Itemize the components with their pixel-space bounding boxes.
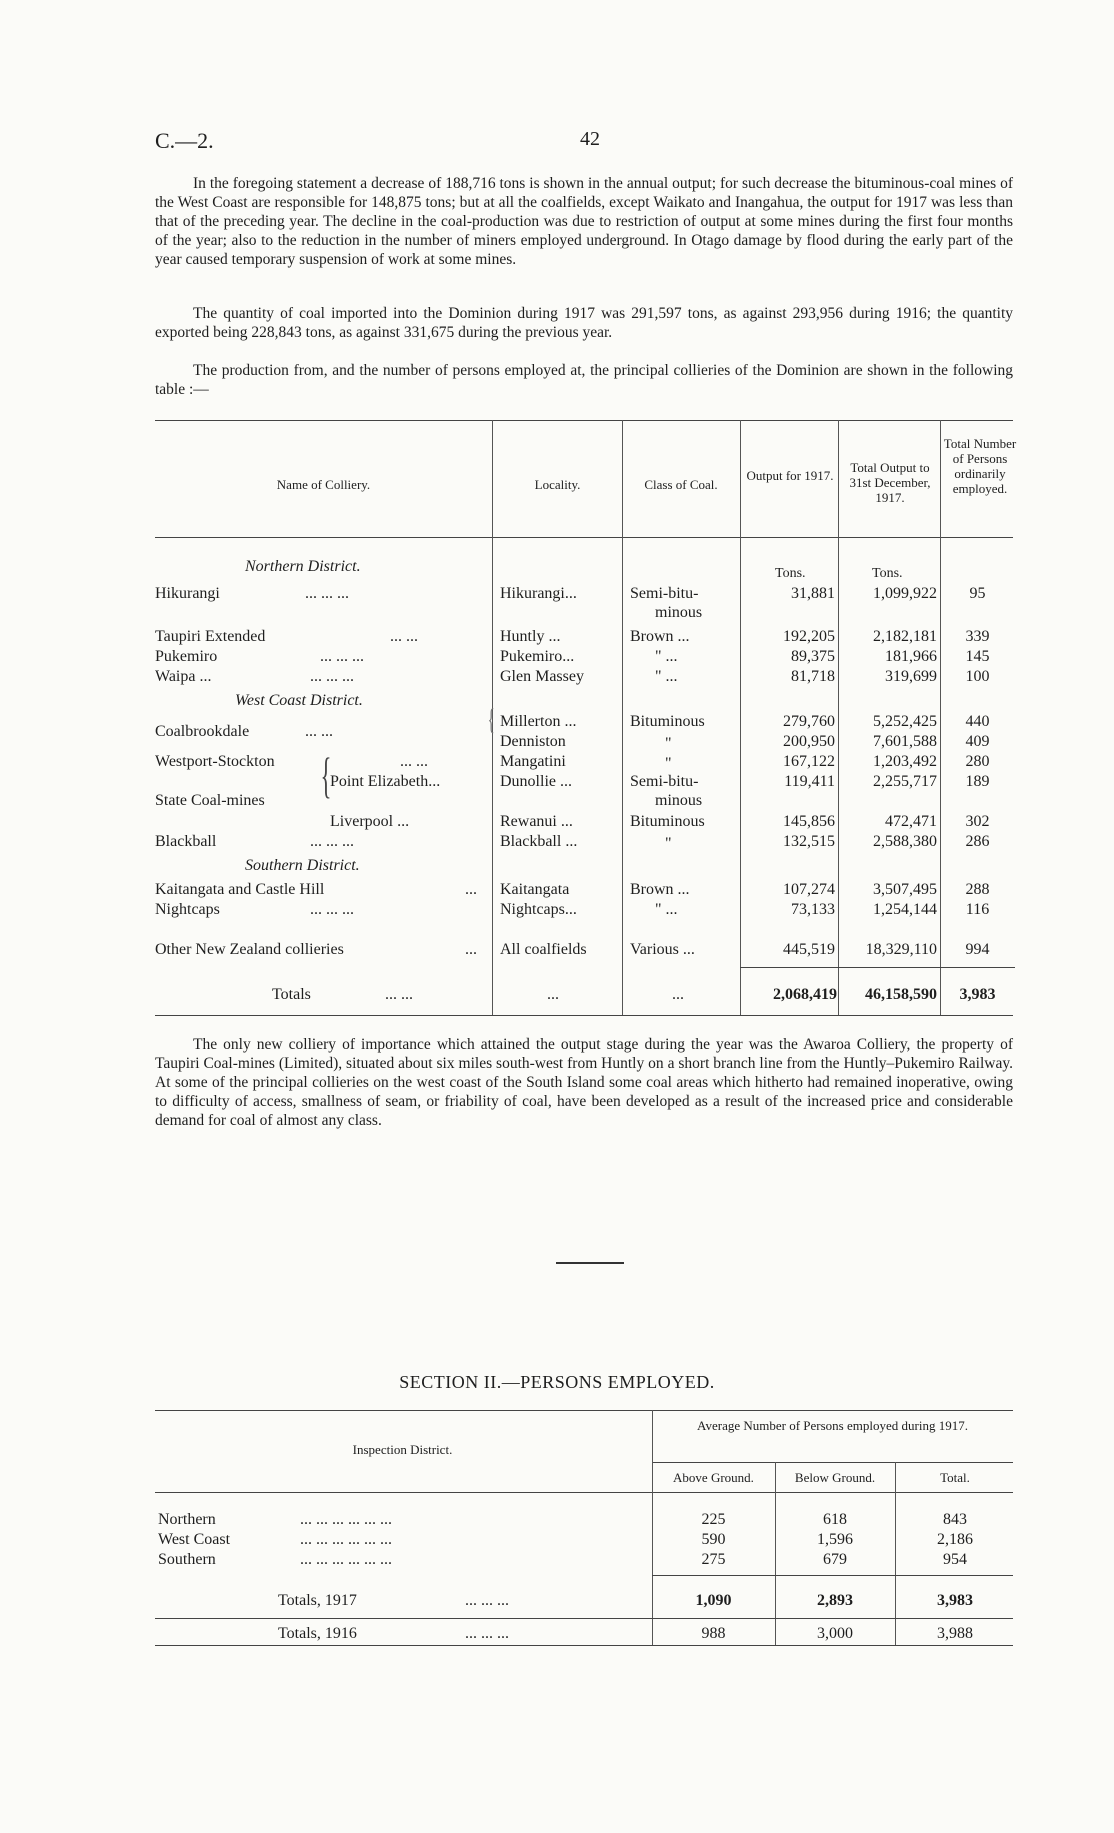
- total-output: 7,601,588: [873, 733, 937, 750]
- locality: Denniston: [500, 733, 566, 750]
- locality: All coalfields: [500, 941, 587, 958]
- totals-label: Totals: [272, 986, 311, 1003]
- total-output: 472,471: [885, 813, 937, 830]
- output-1917: 107,274: [783, 881, 835, 898]
- header-total-output: Total Output to 31st December, 1917.: [849, 460, 931, 505]
- total-output-1917: 2,068,419: [773, 986, 837, 1003]
- locality: Blackball ...: [500, 833, 578, 850]
- total-output: 319,699: [885, 668, 937, 685]
- header-name-of-colliery: Name of Colliery.: [276, 477, 371, 492]
- table-top-rule: [155, 420, 1013, 421]
- above-ground: 225: [701, 1511, 726, 1528]
- sub-colliery-name: Liverpool ...: [330, 813, 410, 830]
- colliery-name: Kaitangata and Castle Hill: [155, 881, 325, 898]
- total-output: 1,254,144: [873, 901, 937, 918]
- leader-dots: ... ...: [305, 723, 333, 740]
- paragraph-imports: The quantity of coal imported into the Dominion during 1917 was 291,597 tons, as against 293,956 during 1916; the quantity exported being 228,843 tons, as against 331,675 during the previous year.: [155, 305, 1013, 341]
- coal-class: Bituminous: [630, 713, 705, 730]
- table-bottom-rule: [155, 1015, 1013, 1016]
- coal-class: Various ...: [630, 941, 695, 958]
- colliery-name: Other New Zealand collieries: [155, 941, 344, 958]
- persons-employed: 440: [965, 713, 990, 730]
- locality: ...: [547, 986, 559, 1003]
- locality: Rewanui ...: [500, 813, 573, 830]
- paragraph-decrease: In the foregoing statement a decrease of 188,716 tons is shown in the annual output; for such decrease the bituminous-coal mines of the West Coast are responsible for 148,875 tons; but at all the coalfields, except Waikato and Inangahua, the output for 1917 was less than that of the preceding year. The decline in the coal-production was due to restriction of output at some mines during the first four months of the year; also to the reduction in the number of miners employed underground. In Otago damage by flood during the early part of the year caused temporary suspension of work at some mines.: [155, 175, 1013, 268]
- total: 954: [943, 1551, 967, 1568]
- total-persons-employed: 3,983: [959, 986, 996, 1003]
- header-output: Output for 1917.: [746, 468, 834, 483]
- totals-rule: [652, 1575, 1013, 1576]
- locality: Nightcaps...: [500, 901, 577, 918]
- total-output: 181,966: [885, 648, 937, 665]
- total-output: 2,182,181: [873, 628, 937, 645]
- coal-class: " ...: [655, 901, 678, 918]
- totals-label: Totals, 1917: [278, 1592, 357, 1609]
- locality: Hikurangi...: [500, 585, 577, 602]
- colliery-name: Taupiri Extended: [155, 628, 266, 645]
- paragraph-new-colliery: The only new colliery of importance which attained the output stage during the year was the Awaroa Colliery, the property of Taupiri Coal-mines (Limited), situated about six miles south-west from Huntly on a short branch line from the Huntly–Pukemiro Railway. At some of the principal collieries on the west coast of the South Island some coal areas which hitherto had remained inoperative, owing to difficulty of access, smallness of seam, or friability of coal, have been developed as a result of the increased price and considerable demand for coal of almost any class.: [155, 1036, 1013, 1129]
- locality: Millerton ...: [500, 713, 577, 730]
- unit-output: Tons.: [775, 566, 806, 581]
- output-1917: 167,122: [783, 753, 835, 770]
- leader-dots: ...: [465, 881, 477, 898]
- colliery-name: Blackball: [155, 833, 217, 850]
- coal-class: " ...: [655, 648, 678, 665]
- section-divider: [556, 1262, 624, 1264]
- leader-dots: ... ...: [390, 628, 418, 645]
- colliery-name: Coalbrookdale: [155, 723, 250, 740]
- coal-class: Bituminous: [630, 813, 705, 830]
- above-ground-total: 1,090: [695, 1592, 732, 1609]
- locality: Mangatini: [500, 753, 566, 770]
- grand-total: 3,983: [937, 1592, 973, 1609]
- below-ground-total: 2,893: [817, 1592, 853, 1609]
- district-heading-southern: Southern District.: [245, 857, 360, 874]
- locality: Dunollie ...: [500, 773, 572, 790]
- below-ground-total: 3,000: [817, 1625, 853, 1642]
- header-above-ground: Above Ground.: [673, 1470, 754, 1485]
- header-total: Total.: [940, 1470, 970, 1485]
- below-ground: 618: [823, 1511, 847, 1528]
- unit-total: Tons.: [872, 566, 903, 581]
- coal-class: Semi-bitu-: [630, 585, 699, 602]
- header-below-ground: Below Ground.: [794, 1470, 876, 1485]
- leader-dots: ... ... ...: [465, 1592, 509, 1609]
- output-1917: 192,205: [783, 628, 835, 645]
- persons-employed: 189: [965, 773, 990, 790]
- below-ground: 679: [823, 1551, 847, 1568]
- table-header-rule: [155, 537, 1013, 538]
- header-class-of-coal: Class of Coal.: [644, 477, 718, 492]
- locality: Pukemiro...: [500, 648, 575, 665]
- above-ground-total: 988: [701, 1625, 726, 1642]
- output-1917: 132,515: [783, 833, 835, 850]
- totals-label: Totals, 1916: [278, 1625, 357, 1642]
- header-persons-employed: Total Number of Persons ordinarily employed.: [943, 436, 1017, 496]
- header-inspection-district: Inspection District.: [352, 1442, 453, 1457]
- output-1917: 200,950: [783, 733, 835, 750]
- total-output: 1,203,492: [873, 753, 937, 770]
- coal-class: Semi-bitu-: [630, 773, 699, 790]
- coal-class: minous: [655, 604, 703, 621]
- leader-dots: ... ...: [400, 753, 428, 770]
- grand-total: 3,988: [937, 1625, 973, 1642]
- total-output: 18,329,110: [865, 941, 937, 958]
- colliery-name: Nightcaps: [155, 901, 220, 918]
- persons-employed: 280: [965, 753, 990, 770]
- brace: {: [487, 703, 495, 736]
- totals-separator: [155, 1618, 1013, 1619]
- locality: Glen Massey: [500, 668, 584, 685]
- colliery-name: Westport-Stockton: [155, 753, 275, 770]
- section-title: SECTION II.—PERSONS EMPLOYED.: [399, 1372, 715, 1392]
- persons-employed: 302: [965, 813, 990, 830]
- document-reference: C.—2.: [155, 128, 214, 153]
- output-1917: 73,133: [791, 901, 835, 918]
- coal-class: ": [665, 735, 672, 752]
- below-ground: 1,596: [817, 1531, 853, 1548]
- output-1917: 31,881: [791, 585, 835, 602]
- total-output: 2,255,717: [873, 773, 937, 790]
- coal-class: ": [665, 835, 672, 852]
- colliery-name: Waipa ...: [155, 668, 212, 685]
- coal-class: minous: [655, 792, 703, 809]
- above-ground: 275: [701, 1551, 726, 1568]
- brace: {: [320, 747, 332, 803]
- total-output: 5,252,425: [873, 713, 937, 730]
- sub-colliery-name: Point Elizabeth...: [330, 773, 441, 790]
- output-1917: 81,718: [791, 668, 835, 685]
- district-name: Northern: [158, 1511, 216, 1528]
- persons-employed: 286: [965, 833, 990, 850]
- output-1917: 445,519: [783, 941, 835, 958]
- output-1917: 119,411: [784, 773, 835, 790]
- colliery-name: Pukemiro: [155, 648, 218, 665]
- column-divider: [622, 420, 623, 1015]
- leader-dots: ... ... ...: [305, 585, 349, 602]
- leader-dots: ... ... ... ... ... ...: [300, 1551, 392, 1568]
- district-name: Southern: [158, 1551, 216, 1568]
- colliery-name: Hikurangi: [155, 585, 220, 602]
- coal-class: Brown ...: [630, 628, 690, 645]
- leader-dots: ... ... ...: [310, 901, 354, 918]
- persons-employed: 409: [965, 733, 990, 750]
- total-output: 3,507,495: [873, 881, 937, 898]
- leader-dots: ... ... ... ... ... ...: [300, 1531, 392, 1548]
- persons-employed: 145: [965, 648, 990, 665]
- persons-employed: 95: [969, 585, 986, 602]
- coal-class: ": [665, 755, 672, 772]
- locality: Kaitangata: [500, 881, 570, 898]
- persons-employed: 288: [965, 881, 990, 898]
- total-output: 2,588,380: [873, 833, 937, 850]
- persons-employed: 100: [965, 668, 990, 685]
- persons-employed: 339: [965, 628, 990, 645]
- totals-rule: [740, 967, 1015, 968]
- page-number: 42: [580, 128, 600, 150]
- persons-employed: 116: [965, 901, 990, 918]
- colliery-name: State Coal-mines: [155, 792, 265, 809]
- leader-dots: ... ...: [385, 986, 413, 1003]
- paragraph-table-intro: The production from, and the number of persons employed at, the principal collieries of the Dominion are shown in the following table :—: [155, 362, 1013, 398]
- persons-employed: 994: [965, 941, 990, 958]
- total: 2,186: [937, 1531, 973, 1548]
- district-heading-west-coast: West Coast District.: [235, 692, 363, 709]
- leader-dots: ...: [465, 941, 477, 958]
- coal-class: Brown ...: [630, 881, 690, 898]
- table-bottom-rule: [155, 1645, 1013, 1646]
- header-average-persons: Average Number of Persons employed during 1917.: [697, 1418, 968, 1433]
- total-output-to-date: 46,158,590: [865, 986, 937, 1003]
- total: 843: [943, 1511, 967, 1528]
- output-1917: 89,375: [791, 648, 835, 665]
- leader-dots: ... ... ... ... ... ...: [300, 1511, 392, 1528]
- coal-class: ...: [672, 986, 684, 1003]
- above-ground: 590: [701, 1531, 726, 1548]
- leader-dots: ... ... ...: [320, 648, 364, 665]
- table-top-rule: [155, 1410, 1013, 1411]
- subheader-rule: [652, 1462, 1013, 1463]
- output-1917: 279,760: [783, 713, 835, 730]
- coal-class: " ...: [655, 668, 678, 685]
- leader-dots: ... ... ...: [310, 668, 354, 685]
- locality: Huntly ...: [500, 628, 561, 645]
- header-locality: Locality.: [534, 477, 581, 492]
- total-output: 1,099,922: [873, 585, 937, 602]
- leader-dots: ... ... ...: [310, 833, 354, 850]
- district-name: West Coast: [158, 1531, 231, 1548]
- district-heading-northern: Northern District.: [245, 558, 361, 575]
- leader-dots: ... ... ...: [465, 1625, 509, 1642]
- output-1917: 145,856: [783, 813, 835, 830]
- table-header-rule: [155, 1492, 1013, 1493]
